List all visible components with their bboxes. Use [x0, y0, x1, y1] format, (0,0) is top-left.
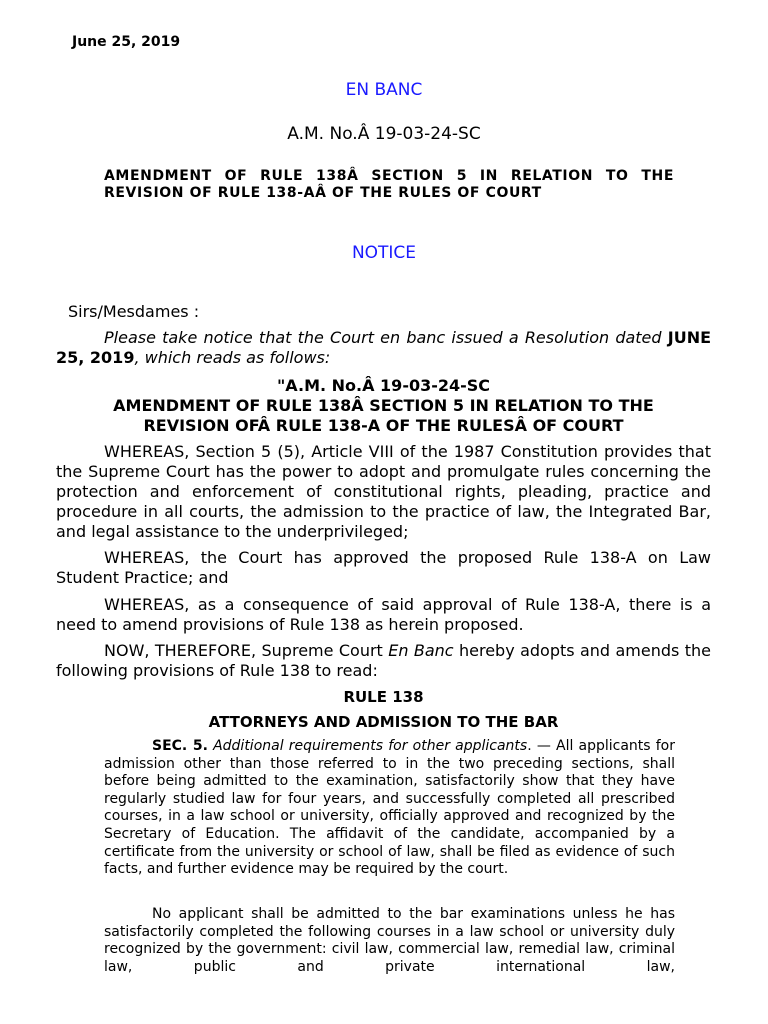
section-text: . — All applicants for admission other than those referred to in the two preceding sections, shall before being admitted to the examination, satisfactorily show that they have regularly studied law for four years, and successfully completed all prescribed courses, in a law school or university, officially approved and recognized by the Secretary of Education. The affidavit of the candidate, accompanied by a certificate from the university or school of law, shall be filed as evidence of such facts, and further evidence may be required by the court.: [104, 738, 676, 878]
whereas-paragraph-2: WHEREAS, the Court has approved the proposed Rule 138-A on Law Student Practice; and: [56, 548, 711, 587]
section-label: SEC. 5.: [152, 738, 208, 754]
intro-tail-text: , which reads as follows:: [134, 348, 331, 367]
resolution-case-number: "A.M. No.Â 19-03-24-SC: [276, 376, 491, 395]
division-link[interactable]: EN BANC: [345, 80, 423, 100]
rule-subheading: ATTORNEYS AND ADMISSION TO THE BAR: [208, 713, 559, 731]
rule-heading: RULE 138: [343, 688, 424, 706]
intro-paragraph: [56, 328, 711, 368]
now-therefore-end: hereby adopts and amends the following provisions of Rule 138 to read:: [56, 641, 712, 680]
now-therefore-start: NOW, THEREFORE, Supreme Court: [104, 641, 389, 660]
case-number: A.M. No.Â 19-03-24-SC: [287, 124, 481, 144]
salutation: Sirs/Mesdames :: [68, 302, 200, 321]
en-banc-italic: En Banc: [388, 641, 454, 660]
no-applicant-paragraph: No applicant shall be admitted to the bar examinations unless he has satisfactorily completed the following courses in a law school or university duly recognized by the government: civil law, commercial law, remedial law, criminal law, public and private international law,: [104, 906, 675, 975]
section-5-paragraph: [104, 738, 675, 879]
intro-date: JUNE 25, 2019: [56, 328, 712, 367]
whereas-paragraph-1: WHEREAS, Section 5 (5), Article VIII of the 1987 Constitution provides that the Supreme Court has the power to adopt and promulgate rules concerning the protection and enforcement of constitutional rights, pleading, practice and procedure in all courts, the admission to the practice of law, the Integrated Bar, and legal assistance to the underprivileged;: [56, 442, 711, 541]
resolution-title-line2: REVISION OFÂ RULE 138-A OF THE RULESÂ OF COURT: [143, 416, 624, 435]
section-title: Additional requirements for other applicants: [213, 738, 528, 754]
resolution-title-line1: AMENDMENT OF RULE 138Â SECTION 5 IN RELATION TO THE: [113, 396, 654, 415]
whereas-paragraph-3: WHEREAS, as a consequence of said approval of Rule 138-A, there is a need to amend provisions of Rule 138 as herein proposed.: [56, 595, 711, 634]
notice-link[interactable]: NOTICE: [351, 243, 417, 263]
now-therefore-paragraph: [56, 641, 711, 681]
document-title: AMENDMENT OF RULE 138Â SECTION 5 IN RELATION TO THE REVISION OF RULE 138-AÂ OF THE RULES OF COURT: [104, 168, 674, 201]
intro-italic-text: Please take notice that the Court en banc issued a Resolution dated: [104, 328, 662, 347]
document-date: June 25, 2019: [72, 34, 181, 50]
